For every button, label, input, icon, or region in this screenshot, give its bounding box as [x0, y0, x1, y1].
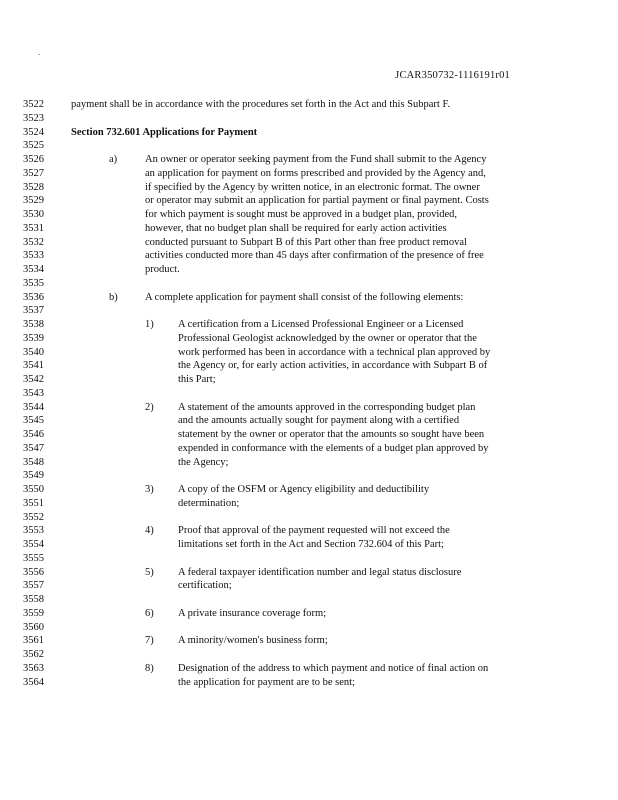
list-item-line: A copy of the OSFM or Agency eligibility and deductibility — [178, 484, 430, 495]
line-number: 3561 — [23, 635, 44, 647]
subsection-a-line: activities conducted more than 45 days after confirmation of the presence of free — [145, 250, 484, 262]
line-number: 3546 — [23, 429, 44, 440]
line-number: 3548 — [23, 456, 44, 468]
list-item-line: Proof that approval of the payment requested will not exceed the — [178, 525, 450, 537]
list-item-text — [178, 566, 541, 594]
intro-line: payment shall be in accordance with the procedures set forth in the Act and this Subpart F. — [71, 99, 451, 110]
list-item — [71, 483, 541, 511]
list-item-number: 3) — [145, 484, 154, 495]
subsection-a-line: if specified by the Agency by written notice, in an electronic format. The owner — [145, 181, 480, 193]
line-number: 3560 — [23, 621, 44, 633]
list-item-line: this Part; — [178, 374, 216, 385]
document-code: JCAR350732-1116191r01 — [395, 70, 510, 81]
line-number: 3537 — [23, 305, 44, 317]
list-item-line: Professional Geologist acknowledged by the owner or operator that the — [178, 332, 477, 344]
list-item-line: work performed has been in accordance with a technical plan approved by — [178, 346, 491, 358]
subsection-a-line: an application for payment on forms prescribed and provided by the Agency and, — [145, 167, 486, 179]
list-item-line: expended in conformance with the elements of a budget plan approved by — [178, 442, 489, 454]
list-item — [71, 607, 541, 621]
line-number: 3524 — [23, 126, 44, 138]
list-item — [71, 566, 541, 594]
line-number: 3562 — [23, 649, 44, 660]
subsection-b-text: A complete application for payment shall consist of the following elements: — [145, 291, 464, 303]
line-number: 3529 — [23, 195, 44, 207]
list-item — [71, 318, 541, 387]
list-item-number: 4) — [145, 525, 154, 537]
line-number: 3551 — [23, 497, 44, 509]
subsection-a-line: for which payment is sought must be approved in a budget plan, provided, — [145, 209, 458, 220]
list-item-line: A federal taxpayer identification number and legal status disclosure — [178, 566, 462, 578]
line-number: 3522 — [23, 99, 44, 110]
line-number: 3552 — [23, 511, 44, 523]
line-number: 3556 — [23, 566, 44, 578]
list-item-line: A minority/women's business form; — [178, 635, 328, 647]
list-item-number: 5) — [145, 566, 154, 578]
subsection-a — [71, 153, 541, 277]
list-item-line: the Agency; — [178, 456, 229, 468]
list-item-line: the application for payment are to be sent; — [178, 676, 355, 688]
subsection-b — [71, 291, 541, 305]
line-number: 3538 — [23, 319, 44, 330]
list-item-line: limitations set forth in the Act and Section 732.604 of this Part; — [178, 539, 444, 550]
list-item-line: statement by the owner or operator that the amounts so sought have been — [178, 429, 485, 440]
line-number: 3544 — [23, 401, 44, 413]
list-item — [71, 401, 541, 470]
list-item-line: A private insurance coverage form; — [178, 607, 327, 619]
section-title: Section 732.601 Applications for Payment — [71, 126, 258, 138]
line-number: 3530 — [23, 209, 44, 220]
line-number: 3527 — [23, 167, 44, 179]
subsection-a-label: a) — [109, 154, 118, 165]
list-item — [71, 524, 541, 552]
subsection-b-label: b) — [109, 291, 118, 303]
list-item-line: the Agency or, for early action activities, in accordance with Subpart B of — [178, 360, 488, 372]
line-number: 3532 — [23, 236, 44, 248]
line-number: 3550 — [23, 484, 44, 495]
line-number: 3542 — [23, 374, 44, 385]
list-item-text — [178, 483, 541, 511]
list-item-text — [178, 634, 541, 648]
list-item-number: 8) — [145, 662, 154, 674]
line-number: 3540 — [23, 346, 44, 358]
list-item-text — [178, 662, 541, 690]
list-item-text — [178, 401, 541, 470]
line-number: 3526 — [23, 154, 44, 165]
element-list — [71, 318, 541, 689]
line-number: 3554 — [23, 539, 44, 550]
list-item-text — [178, 524, 541, 552]
list-item-line: determination; — [178, 497, 240, 509]
line-number: 3547 — [23, 442, 44, 454]
subsection-a-line: or operator may submit an application for partial payment or final payment. Costs — [145, 195, 489, 207]
list-item-text — [178, 607, 541, 621]
line-number: 3523 — [23, 112, 44, 124]
line-number: 3559 — [23, 607, 44, 619]
list-item — [71, 662, 541, 690]
subsection-a-line: product. — [145, 264, 180, 275]
list-item-line: certification; — [178, 580, 232, 592]
list-item-number: 6) — [145, 607, 154, 619]
line-number: 3543 — [23, 387, 44, 399]
subsection-a-text — [145, 153, 541, 277]
line-number: 3525 — [23, 140, 44, 152]
line-number: 3534 — [23, 264, 44, 275]
line-number: 3555 — [23, 552, 44, 564]
list-item-number: 7) — [145, 635, 154, 647]
list-item-line: A certification from a Licensed Professional Engineer or a Licensed — [178, 319, 464, 330]
line-number: 3535 — [23, 277, 44, 289]
subsection-a-line: An owner or operator seeking payment from the Fund shall submit to the Agency — [145, 154, 487, 165]
scan-speck: . — [38, 47, 41, 57]
list-item-number: 2) — [145, 401, 154, 413]
line-number: 3545 — [23, 415, 44, 427]
line-number: 3539 — [23, 332, 44, 344]
line-number: 3531 — [23, 222, 44, 234]
line-number: 3557 — [23, 580, 44, 592]
line-number: 3541 — [23, 360, 44, 372]
line-number: 3533 — [23, 250, 44, 262]
subsection-a-line: however, that no budget plan shall be required for early action activities — [145, 222, 447, 234]
list-item-number: 1) — [145, 319, 154, 330]
line-number: 3536 — [23, 291, 44, 303]
line-number-column — [23, 98, 53, 689]
line-number: 3553 — [23, 525, 44, 537]
line-number: 3564 — [23, 676, 44, 688]
line-number: 3528 — [23, 181, 44, 193]
line-number: 3563 — [23, 662, 44, 674]
list-item-line: and the amounts actually sought for payment along with a certified — [178, 415, 460, 427]
line-number: 3558 — [23, 594, 44, 605]
line-number: 3549 — [23, 470, 44, 482]
list-item-text — [178, 318, 541, 387]
document-body — [71, 98, 541, 689]
list-item — [71, 634, 541, 648]
subsection-a-line: conducted pursuant to Subpart B of this Part other than free product removal — [145, 236, 467, 248]
list-item-line: A statement of the amounts approved in the corresponding budget plan — [178, 401, 476, 413]
list-item-line: Designation of the address to which payment and notice of final action on — [178, 662, 489, 674]
